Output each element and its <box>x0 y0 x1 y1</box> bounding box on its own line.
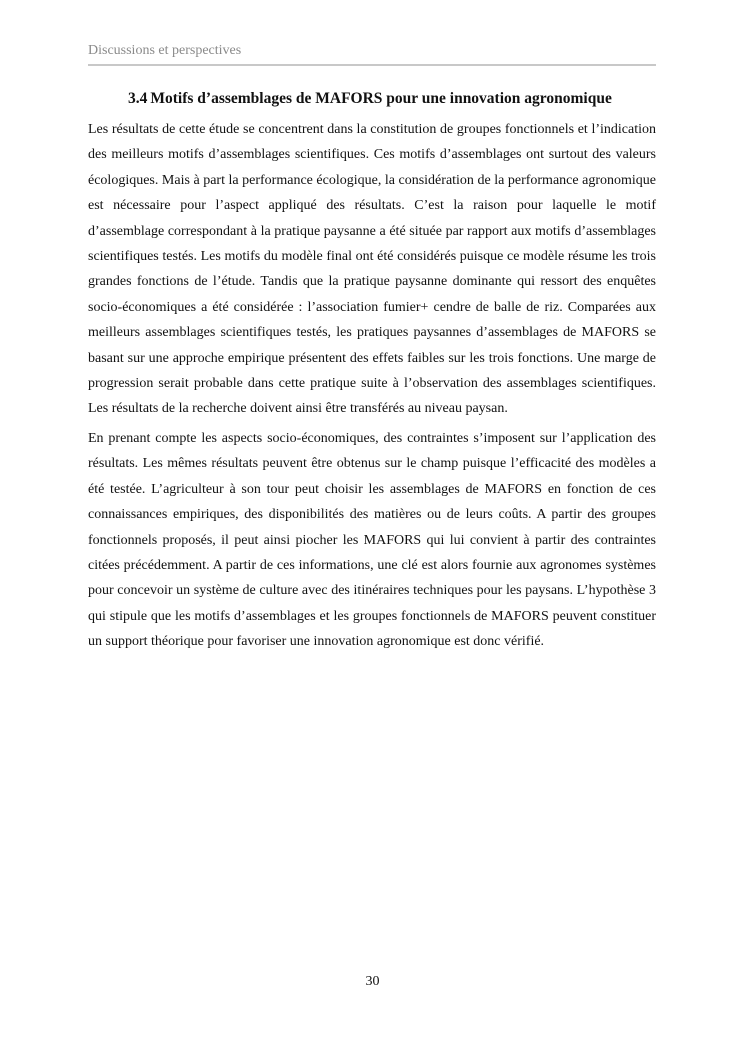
page-number: 30 <box>365 974 380 989</box>
body-text <box>88 117 656 655</box>
section-title: Motifs d’assemblages de MAFORS pour une innovation agronomique <box>150 90 612 107</box>
section-number: 3.4 <box>128 90 148 107</box>
running-header: Discussions et perspectives <box>88 42 656 66</box>
section-heading <box>128 89 612 109</box>
paragraph-1: Les résultats de cette étude se concentrent dans la constitution de groupes fonctionnels et l’indication des meilleurs motifs d’assemblages scientifiques. Ces motifs d’assemblages ont surtout des valeurs écologiques. Mais à part la performance écologique, la considération de la performance agronomique est nécessaire pour l’aspect appliqué des résultats. C’est la raison pour laquelle le motif d’assemblage correspondant à la pratique paysanne a été située par rapport aux motifs d’assemblages scientifiques testés. Les motifs du modèle final ont été considérés puisque ce modèle résume les trois grandes fonctions de l’étude. Tandis que la pratique paysanne dominante qui ressort des enquêtes socio-économiques a été considérée : l’association fumier+ cendre de balle de riz. Comparées aux meilleurs assemblages scientifiques testés, les pratiques paysannes d’assemblages de MAFORS se basant sur une approche empirique présentent des effets faibles sur les trois fonctions. Une marge de progression serait probable dans cette pratique suite à l’observation des assemblages scientifiques. Les résultats de la recherche doivent ainsi être transférés au niveau paysan. <box>88 122 656 417</box>
paragraph-2: En prenant compte les aspects socio-économiques, des contraintes s’imposent sur l’application des résultats. Les mêmes résultats peuvent être obtenus sur le champ puisque l’efficacité des modèles a été testée. L’agriculteur à son tour peut choisir les assemblages de MAFORS en fonction de ces connaissances empiriques, des disponibilités des matières ou de leurs coûts. A partir des groupes fonctionnels proposés, il peut ainsi piocher les MAFORS qui lui convient à partir des contraintes citées précédemment. A partir de ces informations, une clé est alors fournie aux agronomes systèmes pour concevoir un système de culture avec des itinéraires techniques pour les paysans. L’hypothèse 3 qui stipule que les motifs d’assemblages et les groupes fonctionnels de MAFORS peuvent constituer un support théorique pour favoriser une innovation agronomique est donc vérifié. <box>88 430 656 650</box>
